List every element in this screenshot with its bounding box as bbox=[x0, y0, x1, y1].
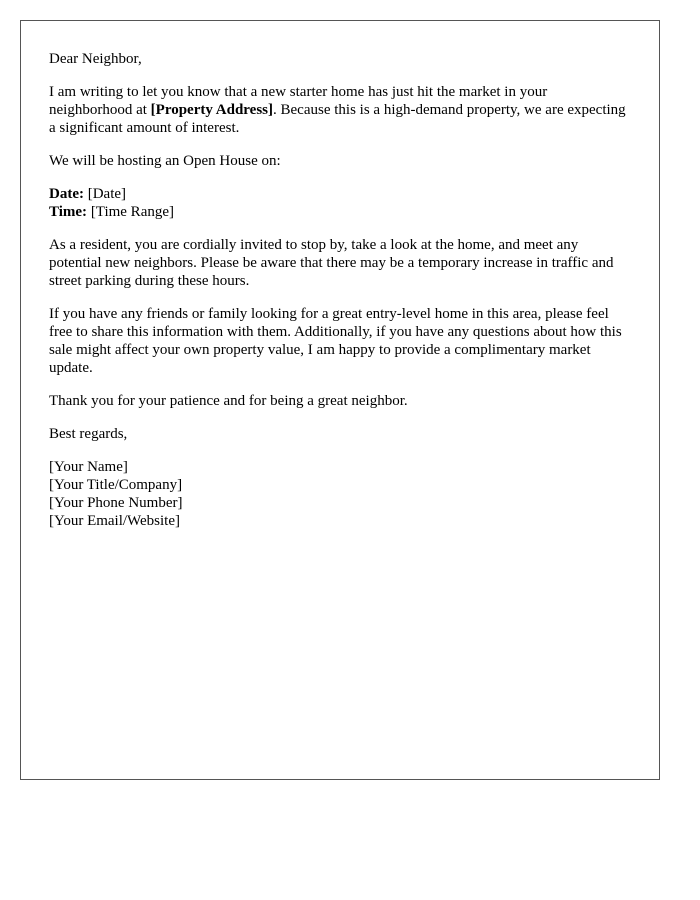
event-details bbox=[49, 185, 631, 221]
property-address-placeholder: [Property Address] bbox=[150, 102, 274, 118]
closing-line: Best regards, bbox=[49, 426, 128, 442]
friends-paragraph: If you have any friends or family looking for a great entry-level home in this area, please feel free to share this information with them. Additionally, if you have any questions about how this sale might affect your own property value, I am happy to provide a complimentary market update. bbox=[49, 306, 622, 376]
time-label: Time: bbox=[49, 204, 88, 220]
signature-email-website: [Your Email/Website] bbox=[49, 513, 181, 529]
salutation: Dear Neighbor, bbox=[49, 51, 142, 67]
intro-paragraph bbox=[49, 83, 631, 137]
signature-name: [Your Name] bbox=[49, 459, 128, 475]
time-value: [Time Range] bbox=[87, 204, 175, 220]
date-value: [Date] bbox=[83, 186, 127, 202]
signature-block bbox=[49, 458, 631, 530]
open-house-line: We will be hosting an Open House on: bbox=[49, 153, 281, 169]
resident-paragraph: As a resident, you are cordially invited to stop by, take a look at the home, and meet any potential new neighbors. Please be aware that there may be a temporary increase in traffic and street parking during these hours. bbox=[49, 237, 614, 289]
thanks-line: Thank you for your patience and for being a great neighbor. bbox=[49, 393, 408, 409]
date-label: Date: bbox=[49, 186, 84, 202]
date-line bbox=[49, 185, 631, 203]
signature-phone: [Your Phone Number] bbox=[49, 495, 183, 511]
letter-document bbox=[20, 20, 660, 780]
signature-title-company: [Your Title/Company] bbox=[49, 477, 183, 493]
intro-text-part2: . Because this is a high-demand property, we are expecting a significant amount of interest. bbox=[49, 102, 626, 136]
intro-text-part1: I am writing to let you know that a new starter home has just hit the market in your neighborhood at bbox=[49, 84, 548, 118]
time-line bbox=[49, 203, 631, 221]
